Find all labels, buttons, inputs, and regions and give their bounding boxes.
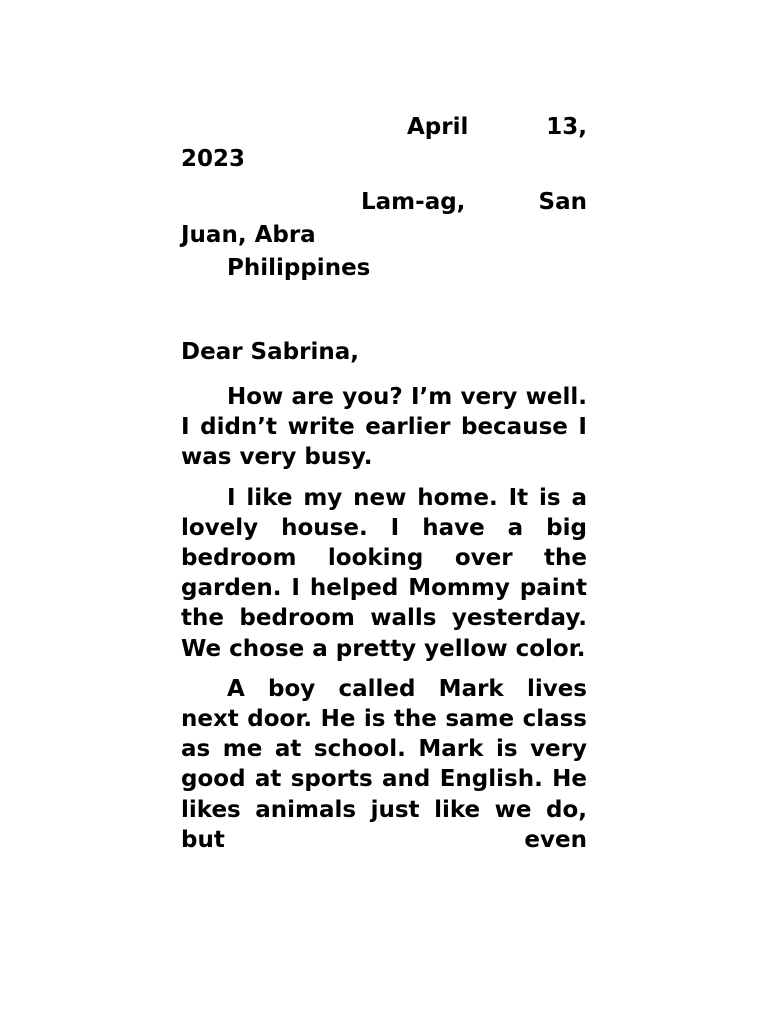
address-part-b: San xyxy=(538,189,587,215)
address-part-a: Lam-ag, xyxy=(361,189,466,215)
letter-salutation xyxy=(181,336,587,368)
letter-date-line xyxy=(181,111,587,144)
letter-page xyxy=(181,111,587,855)
address-line-2 xyxy=(181,219,587,251)
date-year: 2023 xyxy=(181,146,246,172)
address-line-3-text: Philippines xyxy=(227,255,371,281)
paragraph-2-text: I like my new home. It is a lovely house. I have a big bedroom looking over the garden. I helped Mommy paint the bedroom walls yesterday. We chose a pretty yellow color. xyxy=(181,484,587,662)
letter-date-year-line xyxy=(181,144,587,175)
salutation-text: Dear Sabrina, xyxy=(181,339,359,365)
address-line-2-text: Juan, Abra xyxy=(181,222,316,248)
address-line-3 xyxy=(181,251,587,285)
letter-paragraph-3 xyxy=(181,674,587,855)
letter-paragraph-2 xyxy=(181,483,587,664)
paragraph-3-text: A boy called Mark lives next door. He is the same class as me at school. Mark is very good at sports and English. He likes animals just like we do, but even xyxy=(181,675,587,853)
paragraph-1-text: How are you? I’m very well. I didn’t write earlier because I was very busy. xyxy=(181,384,587,471)
date-day: 13, xyxy=(546,114,587,140)
letter-paragraph-1 xyxy=(181,382,587,473)
date-month: April xyxy=(407,114,469,140)
address-line-1 xyxy=(181,186,587,219)
